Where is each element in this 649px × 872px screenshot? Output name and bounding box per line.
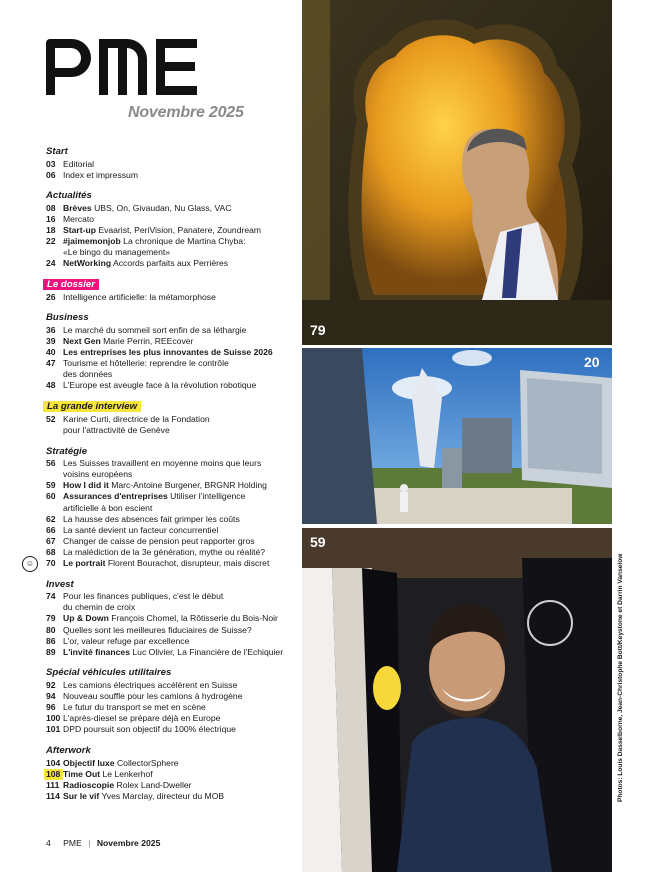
toc-entry-rubric: How I did it xyxy=(63,480,109,491)
toc-entry-rubric: Assurances d'entreprises xyxy=(63,491,168,502)
toc-section xyxy=(46,279,304,303)
toc-entry-text xyxy=(63,691,304,702)
pme-logo xyxy=(44,37,199,95)
toc-entry[interactable] xyxy=(46,480,304,491)
toc-section-title: Spécial véhicules utilitaires xyxy=(46,667,172,679)
toc-section xyxy=(46,312,304,391)
toc-entry-text xyxy=(63,414,304,436)
page-footer xyxy=(46,838,160,848)
toc-entry[interactable] xyxy=(46,636,304,647)
toc-entry[interactable] xyxy=(46,558,304,569)
toc-entry-text xyxy=(63,613,304,624)
toc-page-number: 47 xyxy=(46,358,56,369)
toc-page-number: 16 xyxy=(46,214,56,225)
toc-entry[interactable] xyxy=(46,258,304,269)
toc-section xyxy=(46,401,304,436)
toc-entry-title: Changer de caisse de pension peut rapporter gros xyxy=(63,535,255,546)
toc-entry-title: Marc-Antoine Burgener, BRGNR Holding xyxy=(111,480,267,491)
toc-page-number: 100 xyxy=(46,713,61,724)
toc-entry[interactable] xyxy=(46,347,304,358)
toc-entry-text xyxy=(63,791,304,802)
toc-entry[interactable] xyxy=(46,680,304,691)
toc-page-number: 94 xyxy=(46,691,56,702)
toc-page-number: 86 xyxy=(46,635,56,646)
toc-entry[interactable] xyxy=(46,214,304,225)
toc-entry[interactable] xyxy=(46,724,304,735)
toc-entry-title: Le Lenkerhof xyxy=(102,768,153,779)
toc-entry-title: L'Europe est aveugle face à la révolution robotique xyxy=(63,380,257,391)
toc-entry-title: Index et impressum xyxy=(63,169,138,180)
toc-entry-title: Evaarist, PeriVision, Panatere, Zoundream xyxy=(98,225,262,236)
toc-page-number: 52 xyxy=(46,413,56,424)
toc-entry[interactable] xyxy=(46,491,304,513)
photo-wardrobe-portrait xyxy=(302,528,612,872)
toc-entry-text xyxy=(63,336,304,347)
table-of-contents xyxy=(46,146,304,812)
toc-section xyxy=(46,579,304,658)
toc-page-number: 114 xyxy=(46,790,60,801)
photo-page-number: 59 xyxy=(310,534,326,550)
toc-entry[interactable] xyxy=(46,236,304,258)
toc-entry-title: Le marché du sommeil sort enfin de sa léthargie xyxy=(63,325,247,335)
footer-issue: Novembre 2025 xyxy=(96,838,161,848)
toc-entry[interactable] xyxy=(46,713,304,724)
toc-entry-rubric: Up & Down xyxy=(63,613,109,624)
toc-page-number: 101 xyxy=(46,724,61,735)
toc-entry-text xyxy=(63,491,304,513)
toc-entry-title: Quelles sont les meilleures fiduciaires de Suisse? xyxy=(63,624,252,635)
photo-page-number: 20 xyxy=(584,354,600,370)
toc-section-title: Business xyxy=(46,312,89,324)
toc-entry-text xyxy=(63,458,304,480)
toc-entry-text xyxy=(63,292,304,303)
toc-entry-text xyxy=(63,380,304,391)
toc-page-number: 80 xyxy=(46,624,56,635)
toc-entry[interactable] xyxy=(46,547,304,558)
toc-page-number: 108 xyxy=(44,769,63,780)
toc-section xyxy=(46,667,304,735)
toc-entry[interactable] xyxy=(46,514,304,525)
toc-section xyxy=(46,446,304,570)
toc-entry-text xyxy=(63,525,304,536)
photo-credit-text: Photos: Louis Dasselborne, Jean-Christophe Bott/Keystone et Darrin Vanselow xyxy=(617,553,624,802)
toc-entry-title: Yves Marclay, directeur du MOB xyxy=(101,790,225,801)
toc-page-number: 67 xyxy=(46,535,56,546)
toc-entry-text xyxy=(63,170,304,181)
toc-entry-title: Rolex Land-Dweller xyxy=(116,779,192,790)
toc-entry[interactable] xyxy=(46,591,304,613)
toc-page-number: 48 xyxy=(46,380,56,391)
toc-entry[interactable] xyxy=(46,159,304,170)
toc-entry-rubric: Objectif luxe xyxy=(63,757,115,768)
toc-entry-title: Pour les finances publiques, c'est le début du chemin de croix xyxy=(63,591,224,613)
toc-entry-text xyxy=(63,625,304,636)
toc-entry[interactable] xyxy=(46,458,304,480)
toc-page-number: 40 xyxy=(46,347,56,358)
toc-entry[interactable] xyxy=(46,525,304,536)
face-sticker-icon: ☺ xyxy=(22,556,38,572)
toc-page-number: 59 xyxy=(46,480,56,491)
toc-entry-title: La malédiction de la 3e génération, mythe ou réalité? xyxy=(63,546,266,557)
toc-page-number: 70 xyxy=(46,557,56,568)
toc-page-number: 06 xyxy=(46,169,56,180)
toc-section xyxy=(46,146,304,181)
toc-section xyxy=(46,190,304,269)
toc-entry[interactable] xyxy=(46,292,304,303)
toc-entry-text xyxy=(63,547,304,558)
toc-entry-title: CollectorSphere xyxy=(116,757,179,768)
toc-entry[interactable] xyxy=(46,769,304,780)
toc-page-number: 111 xyxy=(46,779,60,790)
toc-entry-title: Mercato xyxy=(63,214,95,225)
toc-entry-rubric: L'invité finances xyxy=(63,646,130,657)
toc-page-number: 60 xyxy=(46,491,56,502)
toc-entry-text xyxy=(63,514,304,525)
footer-separator: | xyxy=(88,838,91,848)
toc-entry-title: Intelligence artificielle: la métamorphose xyxy=(63,291,216,302)
toc-entry-title: UBS, On, Givaudan, Nu Glass, VAC xyxy=(94,202,232,213)
toc-section-title: Stratégie xyxy=(46,445,88,457)
toc-entry[interactable] xyxy=(46,536,304,547)
photo-chef-portrait xyxy=(302,0,612,345)
toc-page-number: 18 xyxy=(46,225,56,236)
toc-entry-title: Utiliser l'intelligence artificielle à bon escient xyxy=(63,491,246,513)
toc-entry-text xyxy=(63,159,304,170)
toc-entry[interactable] xyxy=(46,613,304,624)
toc-page-number: 26 xyxy=(46,291,56,302)
toc-entry-title: La chronique de Martina Chyba: «Le bingo du management» xyxy=(63,236,246,258)
toc-page-number: 89 xyxy=(46,646,56,657)
toc-section-title: La grande interview xyxy=(43,401,141,412)
toc-entry-text xyxy=(63,236,304,258)
toc-entry-title: Karine Curti, directrice de la Fondation pour l'attractivité de Genève xyxy=(63,413,210,435)
toc-page-number: 92 xyxy=(46,680,56,690)
toc-page-number: 24 xyxy=(46,258,56,269)
toc-entry[interactable] xyxy=(46,380,304,391)
toc-entry-text xyxy=(63,758,304,769)
toc-entry-text xyxy=(63,258,304,269)
toc-entry[interactable] xyxy=(46,758,304,769)
toc-entry[interactable] xyxy=(46,625,304,636)
toc-section-title: Afterwork xyxy=(46,745,91,757)
toc-section xyxy=(46,745,304,802)
toc-entry[interactable] xyxy=(46,780,304,791)
toc-page-number: 62 xyxy=(46,513,56,524)
toc-page-number: 66 xyxy=(46,524,56,535)
toc-entry-text xyxy=(63,636,304,647)
toc-section-title: Le dossier xyxy=(43,279,99,290)
toc-entry-title: La santé devient un facteur concurrentiel xyxy=(63,524,219,535)
footer-page-number: 4 xyxy=(46,838,51,848)
toc-entry-title: L'or, valeur refuge par excellence xyxy=(63,635,190,646)
toc-entry[interactable] xyxy=(46,414,304,436)
toc-entry[interactable] xyxy=(46,203,304,214)
issue-date: Novembre 2025 xyxy=(128,104,244,121)
toc-entry-title: Florent Bourachot, disrupteur, mais discret xyxy=(107,557,270,568)
toc-entry-rubric: NetWorking xyxy=(63,258,112,269)
toc-section-title: Actualités xyxy=(46,190,92,202)
toc-page-number: 56 xyxy=(46,458,56,469)
toc-entry-title: Les camions électriques accélèrent en Suisse xyxy=(63,680,238,690)
toc-page-number: 68 xyxy=(46,546,56,557)
toc-entry-rubric: #jaimemonjob xyxy=(63,236,121,247)
toc-entry-text xyxy=(63,780,304,791)
toc-entry-text xyxy=(63,536,304,547)
toc-entry-text xyxy=(63,358,304,380)
toc-entry-title: Accords parfaits aux Perrières xyxy=(113,258,229,269)
toc-entry-text xyxy=(63,347,304,358)
toc-entry[interactable] xyxy=(46,336,304,347)
toc-entry-text xyxy=(63,558,304,569)
toc-entry-title: Nouveau souffle pour les camions à hydrogène xyxy=(63,691,243,702)
photo-credit xyxy=(615,553,629,802)
toc-entry-text xyxy=(63,203,304,214)
toc-entry-title: L'après-diesel se prépare déjà en Europe xyxy=(63,713,221,724)
toc-entry-text xyxy=(63,325,304,336)
photo-page-number: 79 xyxy=(310,322,326,338)
toc-section-title: Invest xyxy=(46,578,74,590)
toc-entry-text xyxy=(63,680,304,691)
toc-entry-text xyxy=(63,713,304,724)
toc-entry-text xyxy=(63,480,304,491)
toc-entry[interactable] xyxy=(46,691,304,702)
pme-logo-mark xyxy=(44,37,199,95)
toc-page-number: 36 xyxy=(46,325,56,335)
toc-entry-title: La hausse des absences fait grimper les coûts xyxy=(63,513,240,524)
toc-entry[interactable] xyxy=(46,325,304,336)
toc-entry-title: DPD poursuit son objectif du 100% électrique xyxy=(63,724,236,735)
toc-entry[interactable] xyxy=(46,225,304,236)
toc-entry[interactable] xyxy=(46,647,304,658)
toc-entry[interactable] xyxy=(46,791,304,802)
toc-entry-title: Luc Olivier, La Financière de l'Echiquier xyxy=(132,646,284,657)
toc-entry-title: François Chomel, la Rôtisserie du Bois-Noir xyxy=(111,613,278,624)
toc-entry-title: Le futur du transport se met en scène xyxy=(63,702,206,713)
toc-entry[interactable] xyxy=(46,702,304,713)
toc-entry-rubric: Le portrait xyxy=(63,557,106,568)
photo-solar-installation xyxy=(302,348,612,524)
toc-page-number: 22 xyxy=(46,236,56,247)
toc-entry-text xyxy=(63,647,304,658)
toc-entry-rubric: Brèves xyxy=(63,202,92,213)
toc-entry-title: Marie Perrin, REEcover xyxy=(103,336,194,347)
toc-page-number: 74 xyxy=(46,591,56,602)
toc-entry-rubric: Next Gen xyxy=(63,336,101,347)
toc-page-number: 96 xyxy=(46,702,56,713)
toc-entry[interactable] xyxy=(46,170,304,181)
toc-entry-title: Les Suisses travaillent en moyenne moins que leurs voisins européens xyxy=(63,458,262,480)
toc-page-number: 79 xyxy=(46,613,56,624)
toc-entry-text xyxy=(63,591,304,613)
toc-page-number: 03 xyxy=(46,158,56,169)
toc-entry-rubric: Sur le vif xyxy=(63,790,100,801)
toc-entry-text xyxy=(63,214,304,225)
toc-entry-text xyxy=(63,225,304,236)
toc-page-number: 08 xyxy=(46,202,56,213)
toc-entry-rubric: Les entreprises les plus innovantes de Suisse 2026 xyxy=(63,347,273,358)
toc-page-number: 104 xyxy=(46,757,61,768)
toc-page-number: 39 xyxy=(46,336,56,347)
footer-magazine: PME xyxy=(63,838,82,848)
toc-entry-rubric: Time Out xyxy=(63,768,101,779)
toc-entry-rubric: Radioscopie xyxy=(63,779,115,790)
toc-entry-text xyxy=(63,769,304,780)
toc-entry-rubric: Start-up xyxy=(63,225,96,236)
toc-section-title: Start xyxy=(46,146,68,157)
toc-entry[interactable] xyxy=(46,358,304,380)
toc-entry-title: Tourisme et hôtellerie: reprendre le contrôle des données xyxy=(63,358,229,380)
toc-entry-text xyxy=(63,724,304,735)
toc-entry-title: Editorial xyxy=(63,158,95,169)
toc-entry-text xyxy=(63,702,304,713)
